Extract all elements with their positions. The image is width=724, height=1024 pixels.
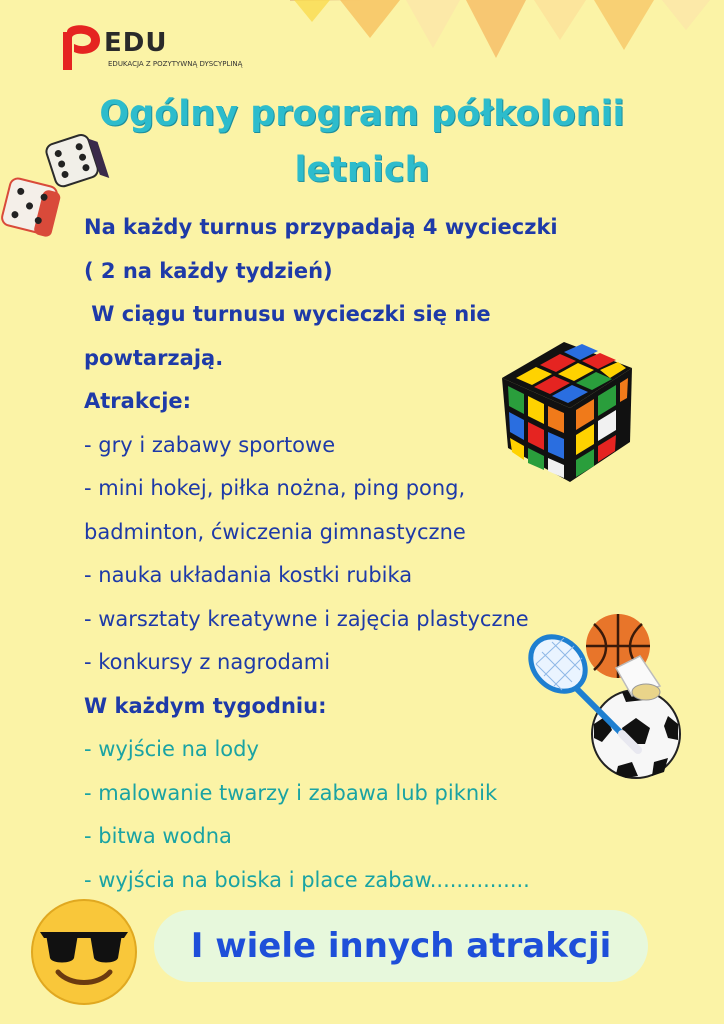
edu-logo: [60, 24, 260, 74]
weekly-heading: W każdym tygodniu:: [84, 693, 327, 718]
title-line-1: Ogólny program półkolonii: [99, 94, 625, 134]
attraction-item: - gry i zabawy sportowe: [84, 432, 336, 457]
attraction-item: - warsztaty kreatywne i zajęcia plastyczne: [84, 606, 529, 631]
attraction-item: - mini hokej, piłka nożna, ping pong,: [84, 476, 466, 500]
attraction-item: badminton, ćwiczenia gimnastyczne: [84, 519, 466, 544]
sports-equipment: [522, 612, 692, 784]
sunglasses-smiley-icon: [28, 896, 140, 1008]
rubiks-cube-icon: [494, 338, 640, 486]
footer-text: I wiele innych atrakcji: [190, 926, 612, 966]
attraction-item: - konkursy z nagrodami: [84, 650, 331, 674]
weekly-item: - malowanie twarzy i zabawa lub piknik: [84, 780, 498, 805]
bunting-decoration: [290, 0, 724, 60]
soccer-ball-icon: [592, 690, 680, 778]
page-title: [60, 86, 664, 198]
intro-line-2: ( 2 na każdy tydzień): [84, 258, 333, 283]
title-line-2: letnich: [294, 150, 430, 190]
intro-line-1: Na każdy turnus przypadają 4 wycieczki: [84, 215, 558, 239]
weekly-item: - wyjście na lody: [84, 737, 259, 761]
intro-line-3: W ciągu turnusu wycieczki się nie: [84, 302, 491, 326]
logo-tagline: EDUKACJA Z POZYTYWNĄ DYSCYPLINĄ: [108, 60, 243, 68]
logo-name: EDU: [104, 28, 168, 58]
intro-line-4: powtarzają.: [84, 345, 224, 370]
attraction-item: - nauka układania kostki rubika: [84, 563, 413, 587]
weekly-item: - wyjścia na boiska i place zabaw...............: [84, 867, 530, 892]
logo-p-icon: [60, 24, 104, 70]
attractions-heading: Atrakcje:: [84, 389, 192, 413]
weekly-item: - bitwa wodna: [84, 824, 232, 848]
program-body: [84, 206, 644, 902]
footer-banner: [154, 910, 648, 982]
